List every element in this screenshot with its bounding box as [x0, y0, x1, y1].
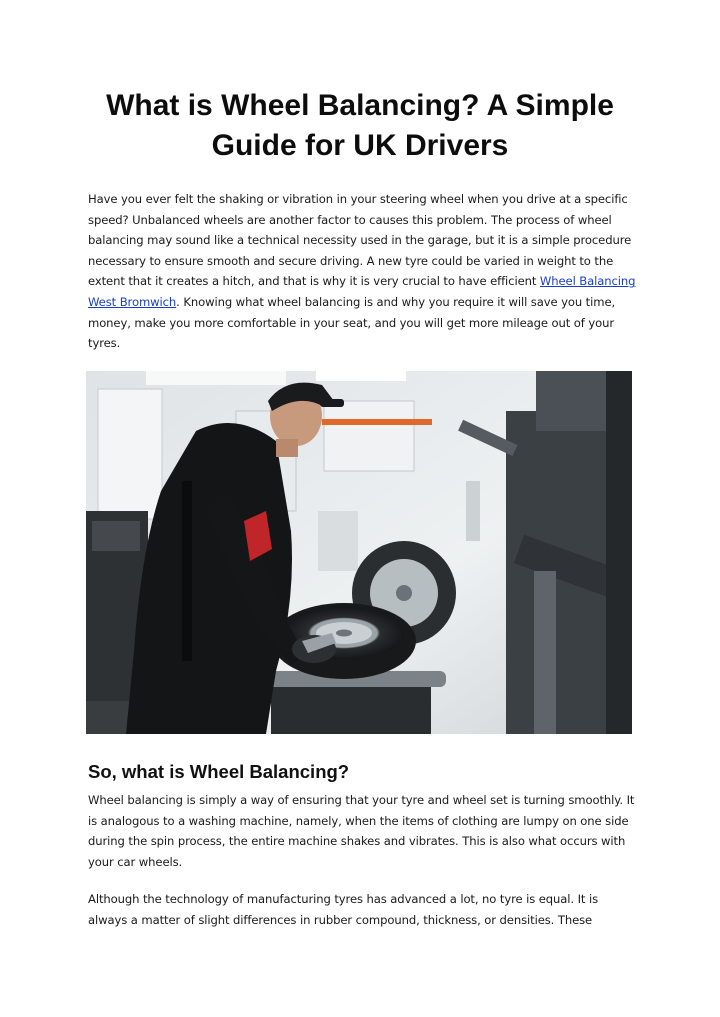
intro-text-before-link: Have you ever felt the shaking or vibration in your steering wheel when you drive at a specific speed? Unbalanced wheels are another factor to causes this problem. The process of wheel balancing may sound like a technical necessity used in the garage, but it is a simple procedure necessary to ensure smooth and secure driving. A new tyre could be varied in weight to the extent that it creates a hitch, and that is why it is very crucial to have efficient	[88, 192, 632, 289]
section-paragraph-2: Although the technology of manufacturing tyres has advanced a lot, no tyre is equal. It is always a matter of slight differences in rubber compound, thickness, or densities. These	[88, 892, 599, 927]
mechanic-tyre-photo	[86, 371, 632, 734]
section-paragraph-1: Wheel balancing is simply a way of ensuring that your tyre and wheel set is turning smoothly. It is analogous to a washing machine, namely, when the items of clothing are lumpy on one side during the spin process, the entire machine shakes and vibrates. This is also what occurs with your car wheels.	[88, 793, 635, 869]
intro-paragraph	[88, 189, 636, 354]
page-title: What is Wheel Balancing? A Simple Guide for UK Drivers	[106, 89, 614, 162]
intro-text-after-link: . Knowing what wheel balancing is and why you require it will save you time, money, make you more comfortable in your seat, and you will get more mileage out of your tyres.	[88, 294, 616, 351]
section-heading: So, what is Wheel Balancing?	[88, 761, 350, 782]
wheel-balancing-link[interactable]: Wheel Balancing West Bromwich	[88, 274, 636, 309]
